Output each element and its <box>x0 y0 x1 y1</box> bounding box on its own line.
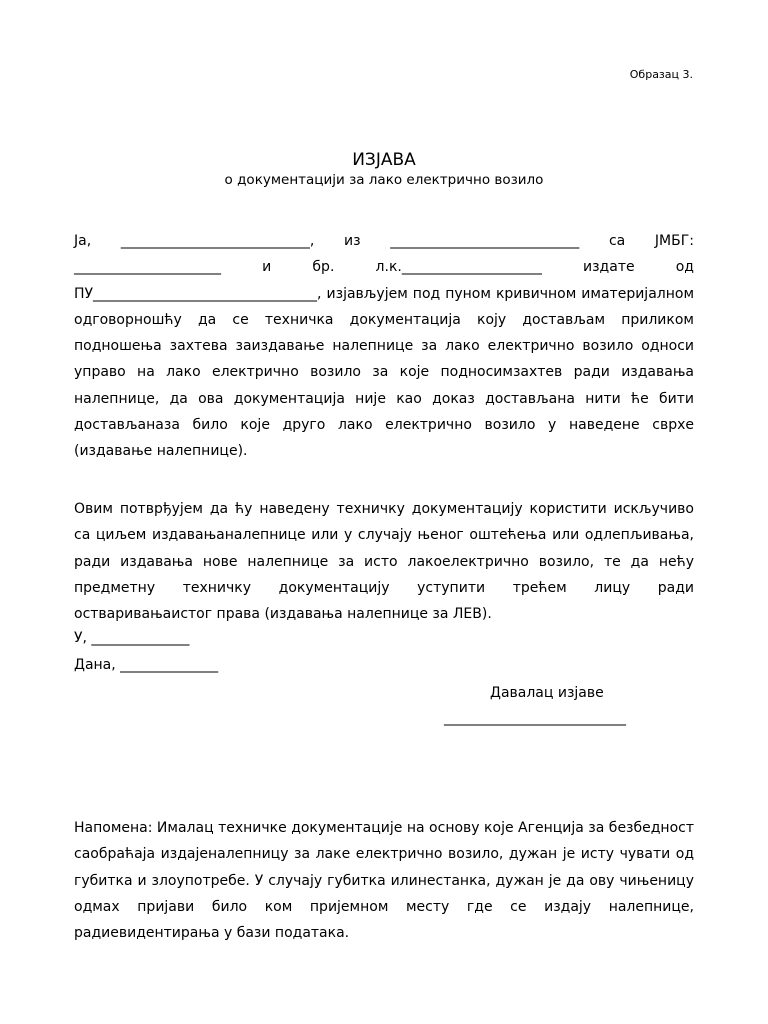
confirmation-paragraph: Овим потврђујем да ћу наведену техничку документацију користити искључиво са циљем издавањаналепнице или у случају њеног оштећења или одлепљивања, ради издавања нове налепнице за исто лакоелектрично возило, те да нећу предметну техничку документацију уступити трећем лицу ради остваривањаистог права (издавања налепнице за ЛЕВ). <box>74 501 694 623</box>
declaration-paragraph: Ја, ___________________________, из ___________________________ са ЈМБГ: _____________________ и бр. л.к.____________________ издате од ПУ________________________________, изјављујем под пуном кривичном иматеријалном одговорношћу да се техничка документација коју достављам приликом подношења захтева заиздавање налепнице за лако електрично возило односи управо на лако електрично возило за које подносимзахтев ради издавања налепнице, да ова документација није као доказ достављана нити ће бити достављаназа било које друго лако електрично возило у наведене сврхе (издавање налепнице). <box>74 233 694 460</box>
date-field: Дана, ______________ <box>74 657 219 673</box>
document-subtitle: о документацији за лако електрично возило <box>224 172 544 188</box>
declarant-label: Давалац изјаве <box>490 685 604 701</box>
form-number-label: Образац 3. <box>629 68 693 81</box>
place-field: У, ______________ <box>74 630 190 646</box>
signature-line: __________________________ <box>444 710 626 726</box>
document-title: ИЗЈАВА <box>352 150 416 170</box>
note-paragraph: Напомена: Ималац техничке документације на основу које Агенција за безбедност саобраћаја издајеналепницу за лаке електрично возило, дужан је исту чувати од губитка и злоупотребе. У случају губитка илинестанка, дужан је да ову чињеницу одмах пријави било ком пријемном месту где се издају налепнице, радиевидентирања у бази података. <box>74 820 694 942</box>
